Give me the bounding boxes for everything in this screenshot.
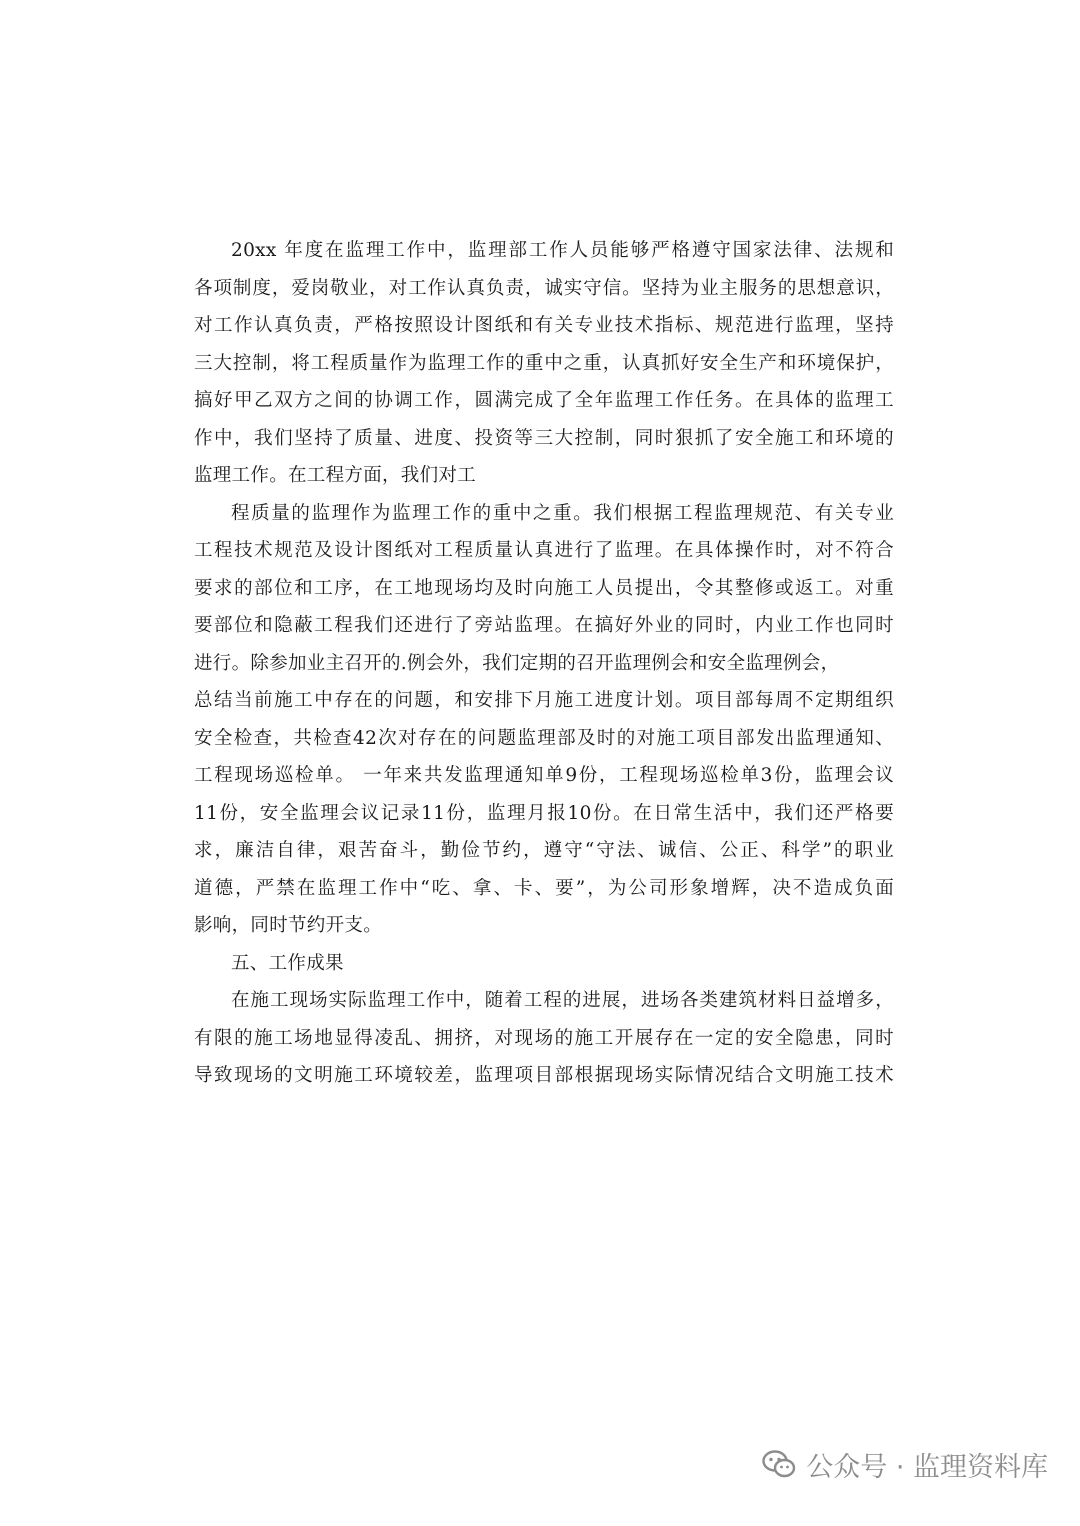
text-line: 程质量的监理作为监理工作的重中之重。我们根据工程监理规范、有关专业	[231, 502, 894, 524]
document-body	[194, 232, 894, 1095]
watermark	[762, 1444, 1048, 1484]
text-line: 11份，安全监理会议记录11份，监理月报10份。在日常生活中，我们还严格要	[194, 802, 894, 824]
text-line: 监理工作。在工程方面，我们对工	[194, 465, 477, 486]
text-line: 工程现场巡检单。 一年来共发监理通知单9份，工程现场巡检单3份，监理会议	[194, 765, 894, 786]
text-line: 各项制度，爱岗敬业，对工作认真负责，诚实守信。坚持为业主服务的思想意识，	[194, 277, 894, 299]
text-line: 影响，同时节约开支。	[194, 915, 383, 936]
text-line: 导致现场的文明施工环境较差，监理项目部根据现场实际情况结合文明施工技术	[194, 1065, 894, 1086]
text-line: 总结当前施工中存在的问题，和安排下月施工进度计划。项目部每周不定期组织	[194, 690, 894, 711]
text-line: 要求的部位和工序，在工地现场均及时向施工人员提出，令其整修或返工。对重	[194, 577, 894, 599]
section-heading: 五、工作成果	[231, 952, 344, 974]
text-line: 作中，我们坚持了质量、进度、投资等三大控制，同时狠抓了安全施工和环境的	[194, 427, 894, 449]
text-line: 三大控制，将工程质量作为监理工作的重中之重，认真抓好安全生产和环境保护，	[194, 352, 894, 374]
text-line: 有限的施工场地显得凌乱、拥挤，对现场的施工开展存在一定的安全隐患，同时	[194, 1027, 894, 1049]
text-line: 求，廉洁自律，艰苦奋斗，勤俭节约，遵守“守法、诚信、公正、科学”的职业	[194, 840, 894, 861]
text-line: 进行。除参加业主召开的.例会外，我们定期的召开监理例会和安全监理例会，	[194, 652, 840, 674]
text-line: 在施工现场实际监理工作中，随着工程的进展，进场各类建筑材料日益增多，	[231, 990, 894, 1011]
text-line: 安全检查，共检查42次对存在的问题监理部及时的对施工项目部发出监理通知、	[194, 727, 894, 749]
text-line: 对工作认真负责，严格按照设计图纸和有关专业技术指标、规范进行监理，坚持	[194, 315, 894, 336]
paragraph-2	[194, 495, 894, 945]
paragraph-3	[194, 982, 894, 1095]
text-line: 要部位和隐蔽工程我们还进行了旁站监理。在搞好外业的同时，内业工作也同时	[194, 615, 894, 636]
watermark-text: 公众号 · 监理资料库	[806, 1451, 1048, 1483]
text-line: 搞好甲乙双方之间的协调工作，圆满完成了全年监理工作任务。在具体的监理工	[194, 390, 894, 411]
paragraph-1	[194, 232, 894, 495]
text-line: 工程技术规范及设计图纸对工程质量认真进行了监理。在具体操作时，对不符合	[194, 540, 894, 561]
text-line: 道德，严禁在监理工作中“吃、拿、卡、要”，为公司形象增辉，决不造成负面	[194, 877, 894, 899]
wechat-icon	[762, 1449, 796, 1479]
text-line: 20xx 年度在监理工作中，监理部工作人员能够严格遵守国家法律、法规和	[231, 240, 894, 261]
